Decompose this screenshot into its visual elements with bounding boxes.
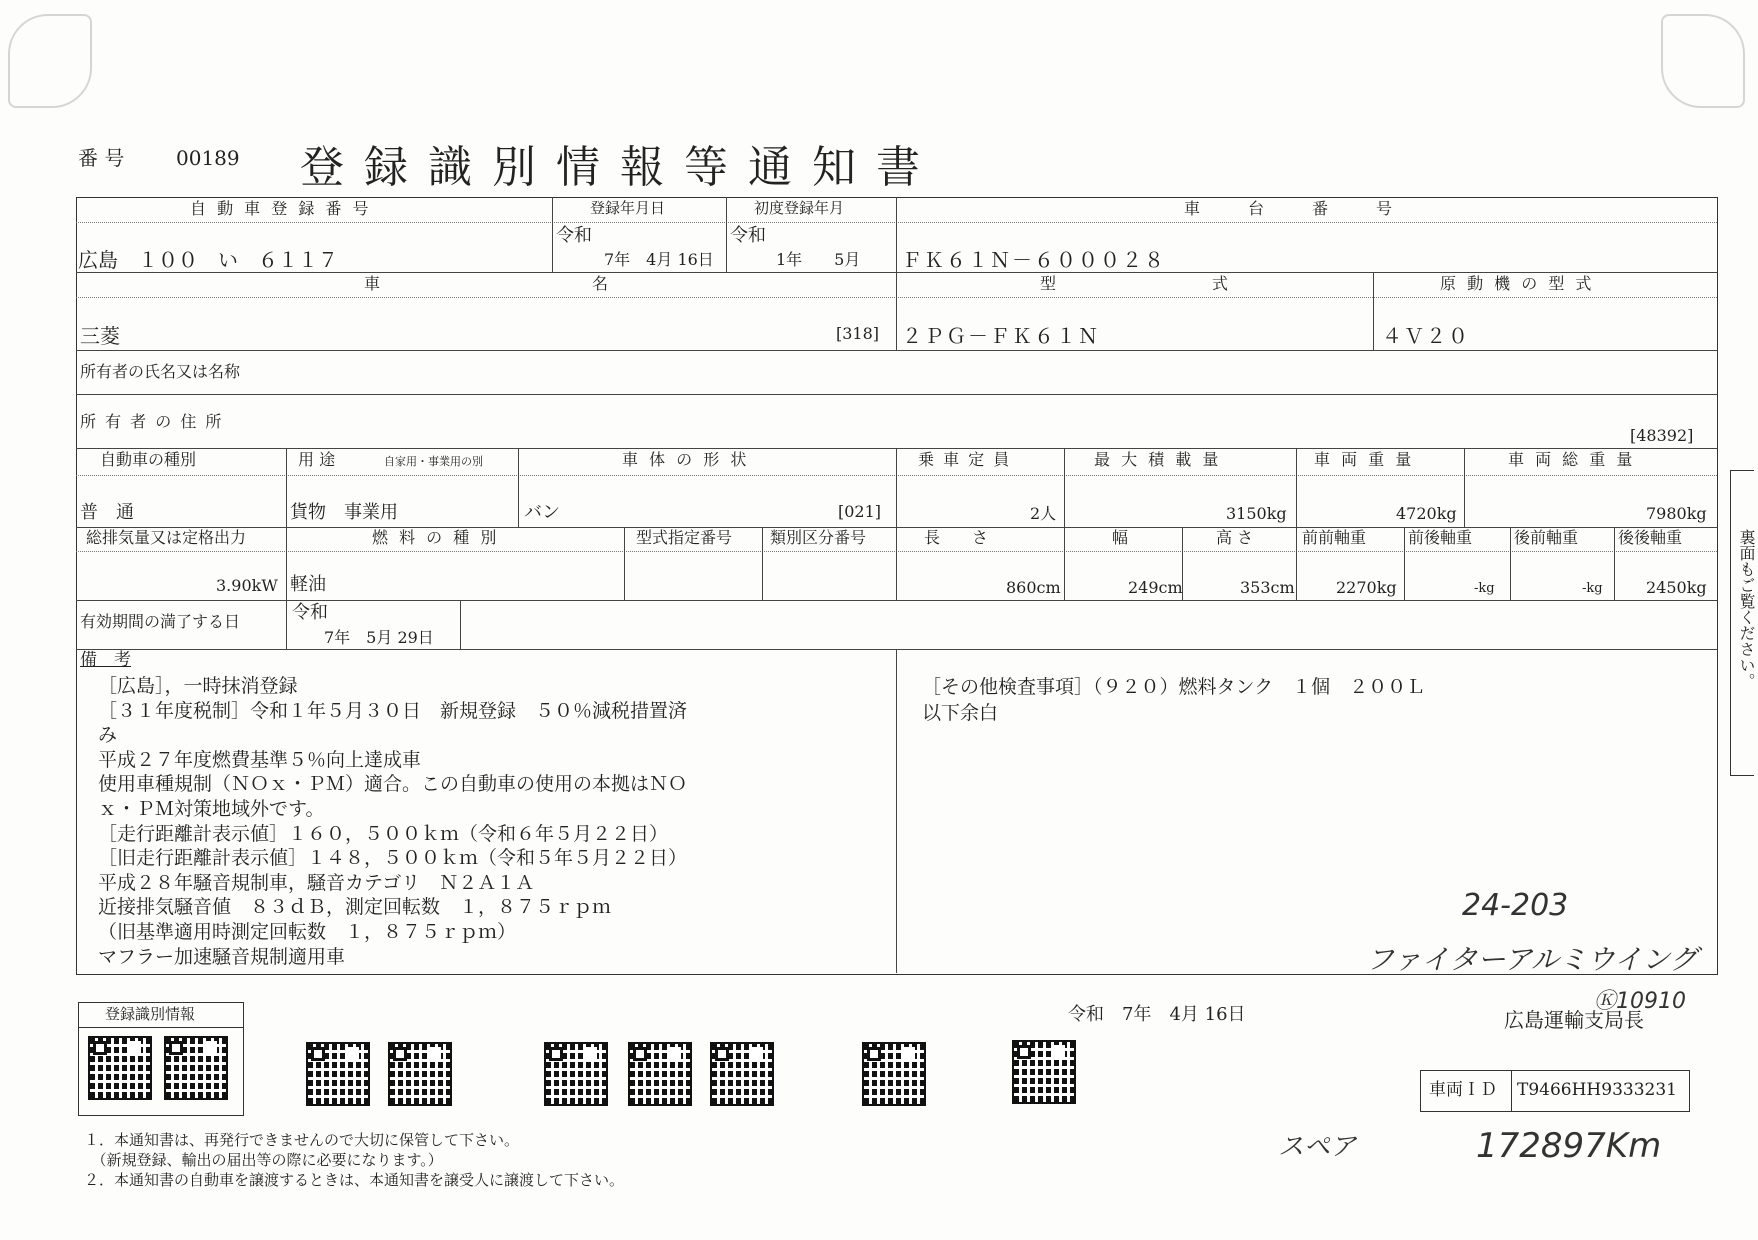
max-load-label: 最 大 積 載 量 <box>1094 450 1222 469</box>
max-load-value: 3150kg <box>1226 504 1287 523</box>
chassis-value: ＦＫ６１Ｎ－６０００２８ <box>902 248 1166 272</box>
first-reg-value: 1年 5月 <box>776 250 861 269</box>
owner-name-label: 所有者の氏名又は名称 <box>80 362 241 381</box>
vehicle-type-value: 普 通 <box>80 502 134 523</box>
displacement-label: 総排気量又は定格出力 <box>86 528 247 547</box>
qr-code-1 <box>88 1036 152 1100</box>
first-reg-label: 初度登録年月 <box>754 199 845 217</box>
handwritten-code: 24-203 <box>1462 888 1569 923</box>
usage-note-label: 自家用・事業用の別 <box>384 455 483 468</box>
side-note-box <box>1730 470 1754 776</box>
remarks-line: ｘ・ＰＭ対策地域外です。 <box>98 797 325 820</box>
footnote-line: ２．本通知書の自動車を譲渡するときは、本通知書を譲受人に譲渡して下さい。 <box>84 1171 625 1189</box>
body-shape-value: バン <box>524 502 560 523</box>
gross-weight-label: 車 両 総 重 量 <box>1508 450 1636 469</box>
side-note: 裏面もご覧ください。 <box>1737 529 1756 689</box>
length-label: 長 さ <box>924 528 989 547</box>
footnote-line: （新規登録、輸出の届出等の際に必要になります。） <box>84 1151 443 1169</box>
capacity-value: 2人 <box>1030 504 1057 523</box>
qr-code-4 <box>388 1042 452 1106</box>
expiry-label: 有効期間の満了する日 <box>80 612 241 631</box>
expiry-era: 令和 <box>292 602 328 623</box>
rr-axle-value: 2450kg <box>1646 578 1707 597</box>
qr-code-5 <box>544 1042 608 1106</box>
corner-ornament-right <box>1661 14 1745 108</box>
remarks-line: ［走行距離計表示値］１６０，５００ｋｍ（令和６年５月２２日） <box>98 822 669 845</box>
remarks-line: 近接排気騒音値 ８３ｄＢ，測定回転数 １，８７５ｒｐｍ <box>98 896 612 919</box>
fr-axle-label: 前後軸重 <box>1408 528 1473 547</box>
handwritten-model: ファイターアルミウイング <box>1366 943 1698 976</box>
model-label-1: 型 <box>1040 274 1057 293</box>
remarks-line: マフラー加速騒音規制適用車 <box>98 945 346 968</box>
weight-value: 4720kg <box>1396 504 1457 523</box>
vehicle-type-label: 自動車の種別 <box>100 450 197 469</box>
owner-address-code: [48392] <box>1630 426 1694 445</box>
model-label-2: 式 <box>1212 274 1229 293</box>
gross-weight-value: 7980kg <box>1646 504 1707 523</box>
ff-axle-label: 前前軸重 <box>1302 528 1367 547</box>
reg-date-label: 登録年月日 <box>590 199 666 217</box>
body-shape-label: 車 体 の 形 状 <box>622 450 750 469</box>
remarks-line: ［旧走行距離計表示値］１４８，５００ｋｍ（令和５年５月２２日） <box>98 847 688 870</box>
remarks-line: み <box>98 724 118 747</box>
rr-axle-label: 後後軸重 <box>1618 528 1683 547</box>
remarks-line: ［３１年度税制］令和１年５月３０日 新規登録 ５０％減税措置済 <box>98 699 688 722</box>
car-name-label-1: 車 <box>364 274 381 293</box>
corner-ornament-left <box>8 14 92 108</box>
car-name-value: 三菱 <box>80 324 120 348</box>
remarks-line: 平成２７年度燃費基準５％向上達成車 <box>98 748 422 771</box>
length-value: 860cm <box>1006 578 1061 597</box>
qr-code-3 <box>306 1042 370 1106</box>
fuel-label: 燃 料 の 種 別 <box>372 528 500 547</box>
document-number: 00189 <box>176 146 240 170</box>
car-name-label-2: 名 <box>592 274 609 293</box>
footnotes <box>84 1130 624 1190</box>
height-value: 353cm <box>1240 578 1295 597</box>
number-label: 番 号 <box>78 146 125 170</box>
fr-axle-value: -kg <box>1474 581 1495 596</box>
fuel-value: 軽油 <box>290 574 326 595</box>
remarks-line: 使用車種規制（ＮＯｘ・ＰＭ）適合。この自動車の使用の本拠はＮＯ <box>98 773 688 796</box>
vehicle-id-box <box>1420 1070 1690 1112</box>
displacement-value: 3.90kW <box>216 576 278 595</box>
remarks-line: 以下余白 <box>922 702 999 724</box>
qr-code-9 <box>1012 1040 1076 1104</box>
handwritten-stamp: Ⓚ10910 <box>1594 989 1686 1014</box>
remarks-right <box>922 674 1425 726</box>
car-name-code: [318] <box>836 324 880 343</box>
model-value: ２ＰＧ－ＦＫ６１Ｎ <box>902 324 1100 348</box>
page-title: 登録識別情報等通知書 <box>300 142 940 193</box>
remarks-line: ［広島］，一時抹消登録 <box>98 675 298 697</box>
width-value: 249cm <box>1128 578 1183 597</box>
ff-axle-value: 2270kg <box>1336 578 1397 597</box>
first-era: 令和 <box>730 225 766 246</box>
body-shape-code: [021] <box>838 502 882 521</box>
usage-value: 貨物 事業用 <box>290 502 398 523</box>
engine-model-label: 原 動 機 の 型 式 <box>1440 274 1595 293</box>
height-label: 高 さ <box>1216 528 1254 547</box>
model-designation-label: 型式指定番号 <box>636 528 733 547</box>
qr-code-7 <box>710 1042 774 1106</box>
reg-era: 令和 <box>556 225 592 246</box>
vehicle-id-value: T9466HH9333231 <box>1517 1080 1677 1100</box>
qr-code-2 <box>164 1036 228 1100</box>
remarks-line: ［その他検査事項］（９２０）燃料タンク １個 ２００Ｌ <box>922 676 1426 698</box>
issue-date: 令和 7年 4月 16日 <box>1068 1004 1246 1025</box>
usage-label: 用 途 <box>298 450 336 469</box>
reg-number-label: 自 動 車 登 録 番 号 <box>190 199 372 218</box>
issuer: 広島運輸支局長 <box>1504 1008 1644 1032</box>
engine-model-value: ４Ｖ２０ <box>1382 324 1470 348</box>
width-label: 幅 <box>1112 528 1129 547</box>
chassis-label: 車 台 番 号 <box>1184 199 1393 218</box>
owner-address-label: 所 有 者 の 住 所 <box>80 412 224 431</box>
rf-axle-label: 後前軸重 <box>1514 528 1579 547</box>
handwritten-spare: スペア <box>1278 1132 1357 1162</box>
qr-code-6 <box>628 1042 692 1106</box>
remarks-line: （旧基準適用時測定回転数 １，８７５ｒｐｍ） <box>98 920 517 943</box>
handwritten-mileage: 172897Km <box>1476 1126 1662 1166</box>
remarks-left <box>98 674 687 969</box>
category-number-label: 類別区分番号 <box>770 528 867 547</box>
expiry-date: 7年 5月 29日 <box>324 628 434 647</box>
reg-number-value: 広島 １００ い ６１１７ <box>78 248 338 272</box>
remarks-label: 備 考 <box>80 650 131 670</box>
remarks-line: 平成２８年騒音規制車，騒音カテゴリ Ｎ２Ａ１Ａ <box>98 871 535 894</box>
qr-code-8 <box>862 1042 926 1106</box>
capacity-label: 乗 車 定 員 <box>918 450 1012 469</box>
reg-info-label: 登録識別情報 <box>105 1005 196 1023</box>
reg-date-value: 7年 4月 16日 <box>604 250 714 269</box>
weight-label: 車 両 重 量 <box>1314 450 1415 469</box>
footnote-line: １．本通知書は、再発行できませんので大切に保管して下さい。 <box>84 1131 520 1149</box>
rf-axle-value: -kg <box>1582 581 1603 596</box>
vehicle-id-label: 車両ＩＤ <box>1429 1080 1497 1100</box>
